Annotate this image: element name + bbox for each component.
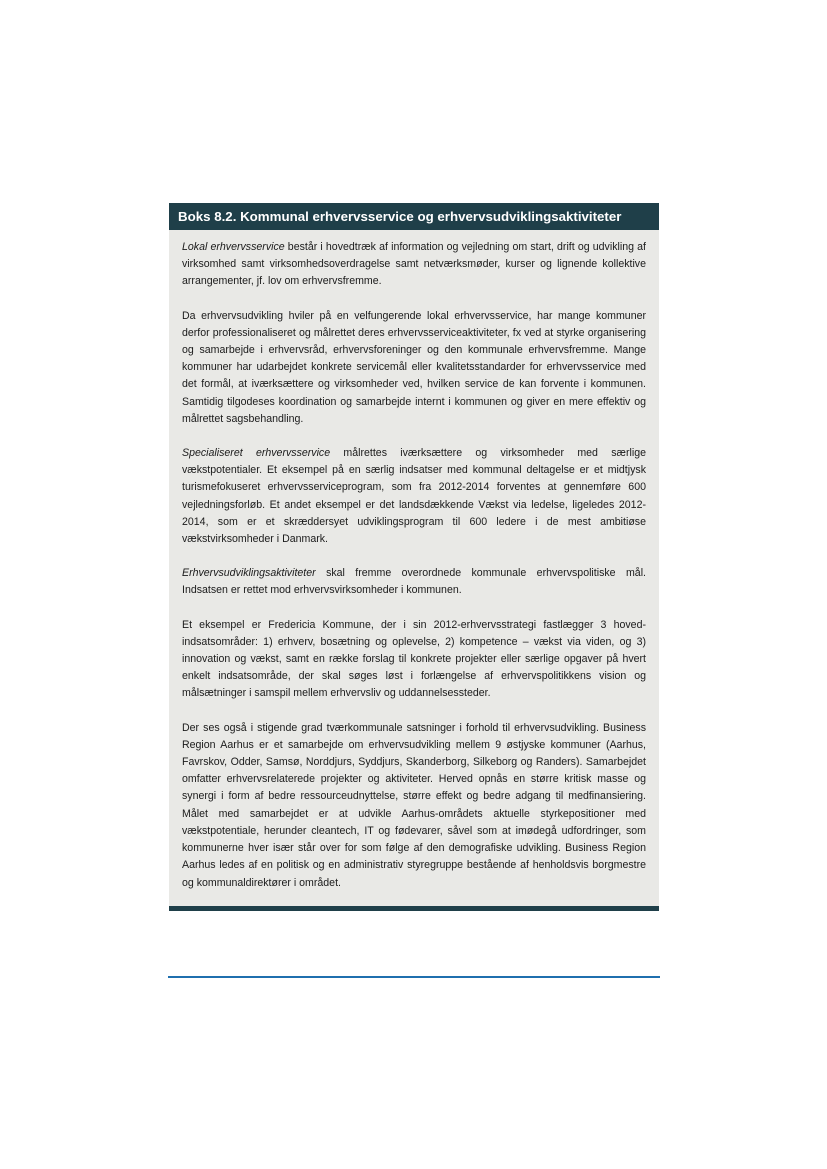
term-development-activities: Erhvervsudviklingsaktiviteter — [182, 567, 316, 580]
footer-divider — [168, 976, 660, 978]
paragraph-local-service — [182, 239, 646, 291]
paragraph-text: målrettes iværksættere og virksomheder med særlige vækstpotentialer. Et eksempel på en særlig indsatser med kommunal deltagelse er et midtjysk turismefokuseret erhvervsserviceprogram, som fra 2012-2014 forventes at gennemføre 600 vejledningsforløb. Et andet eksempel er det landsdækkende Vækst via ledelse, ligeledes 2012-2014, som er et skræddersyet udviklingsprogram til 600 ledere i de mest ambitiøse vækstvirksomheder i Danmark. — [182, 447, 646, 546]
paragraph-business-region-aarhus: Der ses også i stigende grad tværkommunale satsninger i forhold til erhvervsudvikling. Business Region Aarhus er et samarbejde om erhvervsudvikling mellem 9 østjyske kommuner (Aarhus, Favrskov, Odder, Samsø, Norddjurs, Syddjurs, Skanderborg, Silkeborg og Randers). Samarbejdet omfatter erhvervsrelaterede projekter og aktiviteter. Herved opnås en større kritisk masse og synergi i form af bedre ressourceudnyttelse, større effekt og bedre adgang til medfinansiering. Målet med samarbejdet er at udvikle Aarhus-områdets aktuelle styrkepositioner med vækstpotentiale, herunder cleantech, IT og fødevarer, såvel som at imødegå udfordringer, som kommunerne hver især står over for som følge af den demografiske udvikling. Business Region Aarhus ledes af en politisk og en administrativ styregruppe bestående af henholdsvis borgmestre og kommunaldirektører i området. — [182, 721, 646, 889]
info-box — [169, 203, 659, 911]
box-title: Boks 8.2. Kommunal erhvervsservice og erhvervsudviklingsaktiviteter — [169, 203, 659, 230]
paragraph-fredericia-example: Et eksempel er Fredericia Kommune, der i sin 2012-erhvervsstrategi fastlægger 3 hovedindsatsområder: 1) erhverv, bosætning og oplevelse, 2) kompetence – vækst via viden, og 3) innovation og vækst, samt en række forslag til konkrete projekter eller særlige opgaver på hvert enkelt indsatsområde, der skal søges løst i forlængelse af erhvervspolitikkens vision og målsætninger i samspil mellem erhvervsliv og uddannelsessteder. — [182, 618, 646, 700]
term-specialised-service: Specialiseret erhvervsservice — [182, 447, 331, 460]
paragraph-text: består i hovedtræk af information og vejledning om start, drift og udvikling af virksomhed samt virksomhedsoverdragelse samt netværksmøder, kurser og lignende kollektive arrangementer, jf. lov om erhvervsfremme. — [182, 241, 646, 288]
paragraph-professionalisation: Da erhvervsudvikling hviler på en velfungerende lokal erhvervsservice, har mange kommuner derfor professionaliseret og målrettet deres erhvervsserviceaktiviteter, fx ved at styrke organisering og samarbejde i erhvervsråd, erhvervsforeninger og den kommunale erhvervsfremme. Mange kommuner har udarbejdet konkrete servicemål eller kvalitetsstandarder for erhvervsservice med det formål, at iværksættere og virksomheder ved, hvilken service de kan forvente i kommunen. Samtidig tilgodeses koordination og samarbejde internt i kommunen og giver en mere effektiv og målrettet sagsbehandling. — [182, 309, 646, 425]
paragraph-development-activities — [182, 565, 646, 599]
paragraph-specialised-service — [182, 445, 646, 548]
paragraph-text: skal fremme overordnede kommunale erhvervspolitiske mål. Indsatsen er rettet mod erhvervsvirksomheder i kommunen. — [182, 567, 646, 597]
term-local-service: Lokal erhvervsservice — [182, 241, 285, 253]
box-body — [169, 230, 659, 892]
